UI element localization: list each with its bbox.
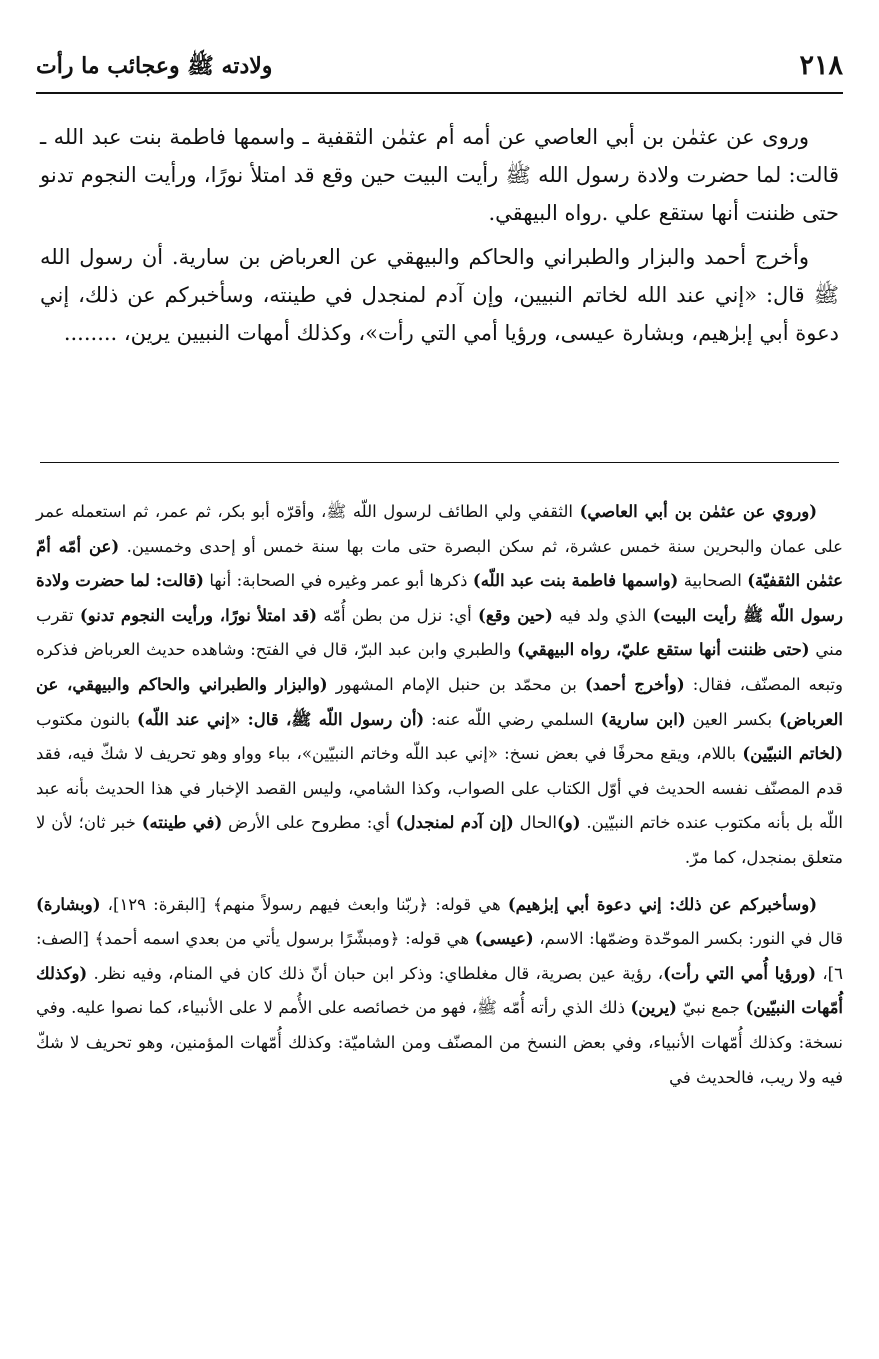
page-number: ٢١٨	[799, 50, 843, 81]
main-paragraph-2-text: وأخرج أحمد والبزار والطبراني والحاكم والبيهقي عن العرباض بن سارية. أن رسول الله ﷺ قال: «إني عند الله لخاتم النبيين، وإن آدم لمنجدل في طينته، وسأخبركم عن ذلك، إني دعوة أبي إبرٰهيم، وبشارة عيسى، ورؤيا أمي التي رأت»، وكذلك أمهات النبيين يرين،	[40, 245, 839, 345]
commentary-segment: باللام، ويقع محرفًا في بعض نسخ: «إني عبد اللّه وخاتم النبيّين»، بباء وواو وهو تحريف لا شكّ فيه، فقد قدم المصنّف نفسه الحديث في أوّل الكتاب على الصواب، وكذا الشامي، وليس القصد الإخبار في هذا الحديث بأنه عبد اللّه بل بأنه مكتوب عنده خاتم النبيّين.	[36, 744, 843, 833]
commentary-segment: بالنون مكتوب	[36, 709, 138, 729]
commentary-quoted-segment: (عيسى)	[474, 929, 534, 949]
commentary-segment: ، رؤية عين بصرية، قال مغلطاي: وذكر ابن حبان أنّ ذلك كان في المنام، وفيه نظر.	[87, 963, 664, 983]
footnote-separator	[40, 462, 839, 463]
commentary-text	[36, 495, 843, 1095]
commentary-segment: أي: نزل من بطن أُمّه	[317, 605, 479, 625]
commentary-quoted-segment: (في طينته)	[141, 813, 223, 833]
commentary-segment: هي قوله: ﴿ربّنا وابعث فيهم رسولاً منهم﴾ [البقرة: ١٢٩]،	[100, 894, 508, 914]
commentary-segment: هي قوله: ﴿ومبشّرًا برسول يأتي من بعدي اسمه أحمد﴾ [الصف: ٦]،	[36, 929, 843, 983]
commentary-quoted-segment: (يرين)	[630, 998, 677, 1018]
commentary-quoted-segment: (وكذلك أُمّهات النبيّين)	[36, 963, 843, 1018]
commentary-segment: جمع نبيّ	[676, 998, 746, 1018]
commentary-quoted-segment: (وأخرج أحمد)	[585, 674, 685, 694]
commentary-segment: الثقفي ولي الطائف لرسول اللّه ﷺ، وأقرّه أبو بكر، ثم عمر، ثم استعمله عمر على عمان والبحرين سنة خمس عشرة، ثم سكن البصرة حتى مات بها سنة خمس أو إحدى وخمسين.	[36, 502, 843, 556]
header-rule	[36, 92, 843, 94]
main-paragraph-2	[40, 238, 839, 352]
commentary-segment: ذلك الذي رأته أُمّه ﷺ، فهو من خصائصه على الأُمم لا على الأنبياء، كما نصوا عليه. وفي نسخة: وكذلك أُمّهات الأنبياء، وفي بعض النسخ من المصنّف ومن الشاميّة: وكذلك أُمّهات المؤمنين، وهو تحريف لا شكّ فيه ولا ريب، فالحديث في	[36, 998, 843, 1087]
commentary-paragraph-1	[36, 495, 843, 876]
commentary-quoted-segment: (وبشارة)	[36, 894, 101, 914]
main-paragraph-1: وروى عن عثمٰن بن أبي العاصي عن أمه أم عثمٰن الثقفية ـ واسمها فاطمة بنت عبد الله ـ قالت: لما حضرت ولادة رسول الله ﷺ رأيت البيت حين وقع قد امتلأ نورًا، ورأيت النجوم تدنو حتى ظننت أنها ستقع علي .رواه البيهقي.	[40, 125, 839, 225]
commentary-quoted-segment: (حتى ظننت أنها ستقع عليّ، رواه البيهقي)	[517, 640, 810, 660]
commentary-quoted-segment: (عن أمّه أمّ عثمٰن الثقفيّة)	[36, 536, 843, 591]
commentary-quoted-segment: (وروي عن عثمٰن بن أبي العاصي)	[579, 502, 818, 521]
commentary-segment: والطبري وابن عبد البرّ، قال في الفتح: وشاهده حديث العرباض فذكره وتبعه المصنّف، فقال:	[36, 640, 843, 694]
commentary-segment: قال في النور: بكسر الموحّدة وضمّها: الاسم،	[533, 929, 844, 949]
commentary-quoted-segment: (وسأخبركم عن ذلك: إني دعوة أبي إبرٰهيم)	[507, 894, 817, 914]
commentary-segment: أي: مطروح على الأرض	[222, 813, 396, 833]
page-header	[36, 50, 843, 90]
commentary-quoted-segment: (لخاتم النبيّين)	[742, 744, 843, 764]
commentary-quoted-segment: (ورؤيا أُمي التي رأت)	[663, 963, 817, 983]
commentary-segment: الحال	[513, 813, 557, 833]
commentary-segment: ذكرها أبو عمر وغيره في الصحابة: أنها	[203, 571, 473, 591]
running-title: ولادته ﷺ وعجائب ما رأت	[36, 53, 273, 79]
commentary-quoted-segment: (واسمها فاطمة بنت عبد اللّه)	[472, 571, 679, 591]
commentary-segment: بن محمّد بن حنبل الإمام المشهور	[327, 674, 585, 694]
commentary-quoted-segment: (حين وقع)	[478, 605, 553, 625]
commentary-quoted-segment: (و)	[556, 813, 581, 833]
commentary-segment: الذي ولد فيه	[552, 605, 653, 625]
commentary-segment: خبر ثان؛ لأن لا متعلق بمنجدل، كما مرّ.	[36, 813, 843, 867]
commentary-quoted-segment: (قد امتلأ نورًا، ورأيت النجوم تدنو)	[79, 605, 318, 625]
commentary-paragraph-2	[36, 888, 843, 1096]
commentary-segment: تقرب مني	[36, 605, 844, 660]
commentary-quoted-segment: (إن آدم لمنجدل)	[395, 813, 514, 833]
commentary-quoted-segment: (أن رسول اللّه ﷺ، قال: «إني عند اللّه)	[137, 709, 425, 729]
commentary-quoted-segment: (قالت: لما حضرت ولادة رسول اللّه ﷺ رأيت البيت)	[36, 571, 843, 625]
commentary-segment: بكسر العين	[685, 709, 779, 729]
commentary-quoted-segment: (ابن سارية)	[600, 709, 686, 729]
commentary-quoted-segment: (والبزار والطبراني والحاكم والبيهقي، عن العرباض)	[36, 674, 844, 729]
commentary-segment: الصحابية	[678, 571, 748, 591]
commentary-segment: السلمي رضي اللّه عنه:	[424, 709, 601, 729]
main-text	[40, 118, 839, 352]
ellipsis-dots: ........	[63, 321, 118, 345]
